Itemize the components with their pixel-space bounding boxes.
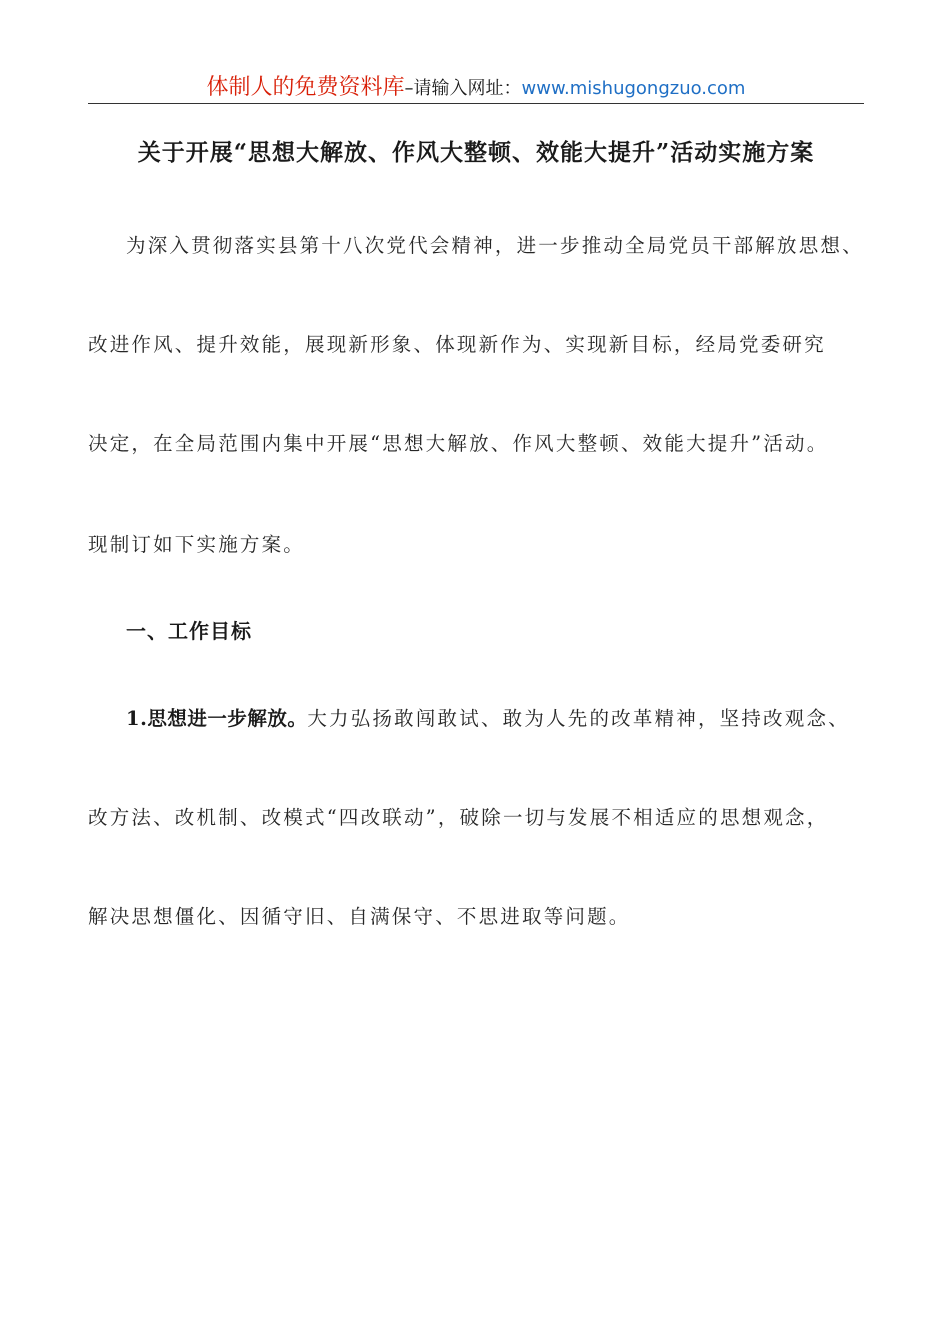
goal-item-1-line-3: 解决思想僵化、因循守旧、自满保守、不思进取等问题。 [88, 905, 631, 928]
intro-line-3: 决定，在全局范围内集中开展“思想大解放、作风大整顿、效能大提升”活动。 [88, 432, 829, 455]
intro-line-2: 改进作风、提升效能，展现新形象、体现新作为、实现新目标，经局党委研究 [88, 333, 826, 356]
header-brand: 体制人的免费资料库 [206, 75, 405, 100]
goal-item-1-lead: 1.思想进一步解放。 [126, 707, 308, 730]
intro-line-4: 现制订如下实施方案。 [88, 533, 306, 556]
header-divider [88, 103, 864, 104]
goal-item-1-line-2: 改方法、改机制、改模式“四改联动”，破除一切与发展不相适应的思想观念， [88, 806, 829, 829]
header-prompt: –请输入网址： [404, 78, 522, 99]
document-title: 关于开展“思想大解放、作风大整顿、效能大提升”活动实施方案 [137, 139, 815, 166]
goal-item-1-text: 大力弘扬敢闯敢试、敢为人先的改革精神，坚持改观念、 [307, 707, 850, 730]
goal-item-1-line-1 [126, 703, 916, 731]
section-heading-goals: 一、工作目标 [126, 619, 252, 643]
site-header [88, 70, 864, 103]
header-url-link[interactable]: www.mishugongzuo.com [521, 78, 746, 99]
intro-line-1: 为深入贯彻落实县第十八次党代会精神，进一步推动全局党员干部解放思想、 [126, 234, 864, 257]
